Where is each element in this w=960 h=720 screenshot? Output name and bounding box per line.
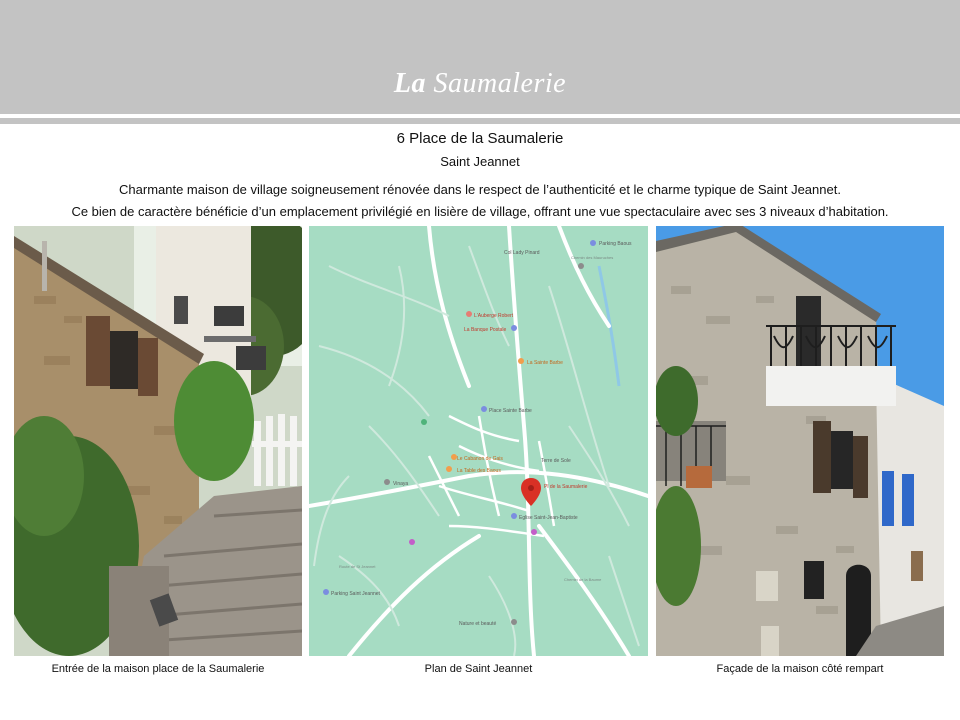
house-facade-photo-icon <box>656 226 944 656</box>
brand-title-second: Saumalerie <box>433 68 567 99</box>
map-label-chemin-mauruches: Chemin des Mauruches <box>571 255 614 260</box>
map-label-parking-saint-jeannet: Parking Saint Jeannet <box>331 591 380 597</box>
village-entrance-photo-icon <box>14 226 302 656</box>
description-line-2: Ce bien de caractère bénéficie d’un emplacement privilégié en lisière de village, offrant une vue spectaculaire avec ses 3 niveaux d’habitation. <box>71 204 889 219</box>
house-facade-photo <box>656 226 944 656</box>
map-label-chemin-baume: Chemin de la Baume <box>564 577 602 582</box>
street-map <box>309 226 648 656</box>
map-label-vinaya: Vinaya <box>393 481 409 487</box>
map-label-banque-postale: La Banque Postale <box>464 327 507 333</box>
caption-facade: Façade de la maison côté rempart <box>716 663 884 675</box>
map-label-auberge-robert: L'Auberge Robert <box>474 313 514 319</box>
map-label-parking-baous: Parking Baous <box>599 241 632 247</box>
map-label-eglise: Eglise Saint-Jean-Baptiste <box>519 515 578 521</box>
header-divider-grey <box>0 118 960 124</box>
property-town: Saint Jeannet <box>440 154 520 169</box>
map-label-terre-de-sole: Terre de Sole <box>541 458 571 464</box>
street-map-icon <box>309 226 648 656</box>
map-label-col-lady-pinard: Col Lady Pinard <box>504 250 540 256</box>
map-label-cabanon: Le Cabanon de Gais <box>457 456 503 462</box>
brand-title <box>0 68 960 100</box>
village-entrance-photo <box>14 226 302 656</box>
map-label-table-des-baous: La Table des Baous <box>457 468 501 474</box>
map-label-place-sainte-barbe: Place Sainte Barbe <box>489 408 532 414</box>
caption-map: Plan de Saint Jeannet <box>424 663 533 675</box>
brand-title-first: La <box>393 68 427 99</box>
property-address: 6 Place de la Saumalerie <box>396 130 564 147</box>
caption-entrance: Entrée de la maison place de la Saumalerie <box>51 663 265 675</box>
description-line-1: Charmante maison de village soigneusement rénovée dans le respect de l’authenticité et le charme typique de Saint Jeannet. <box>119 182 841 197</box>
map-label-nature-beaute: Nature et beauté <box>459 621 497 627</box>
map-label-sainte-barbe: La Sainte Barbe <box>527 360 563 366</box>
map-label-saumalerie: Pl de la Saumalerie <box>544 484 588 490</box>
map-label-route-st-jeannet: Route de St Jeannet <box>339 564 376 569</box>
